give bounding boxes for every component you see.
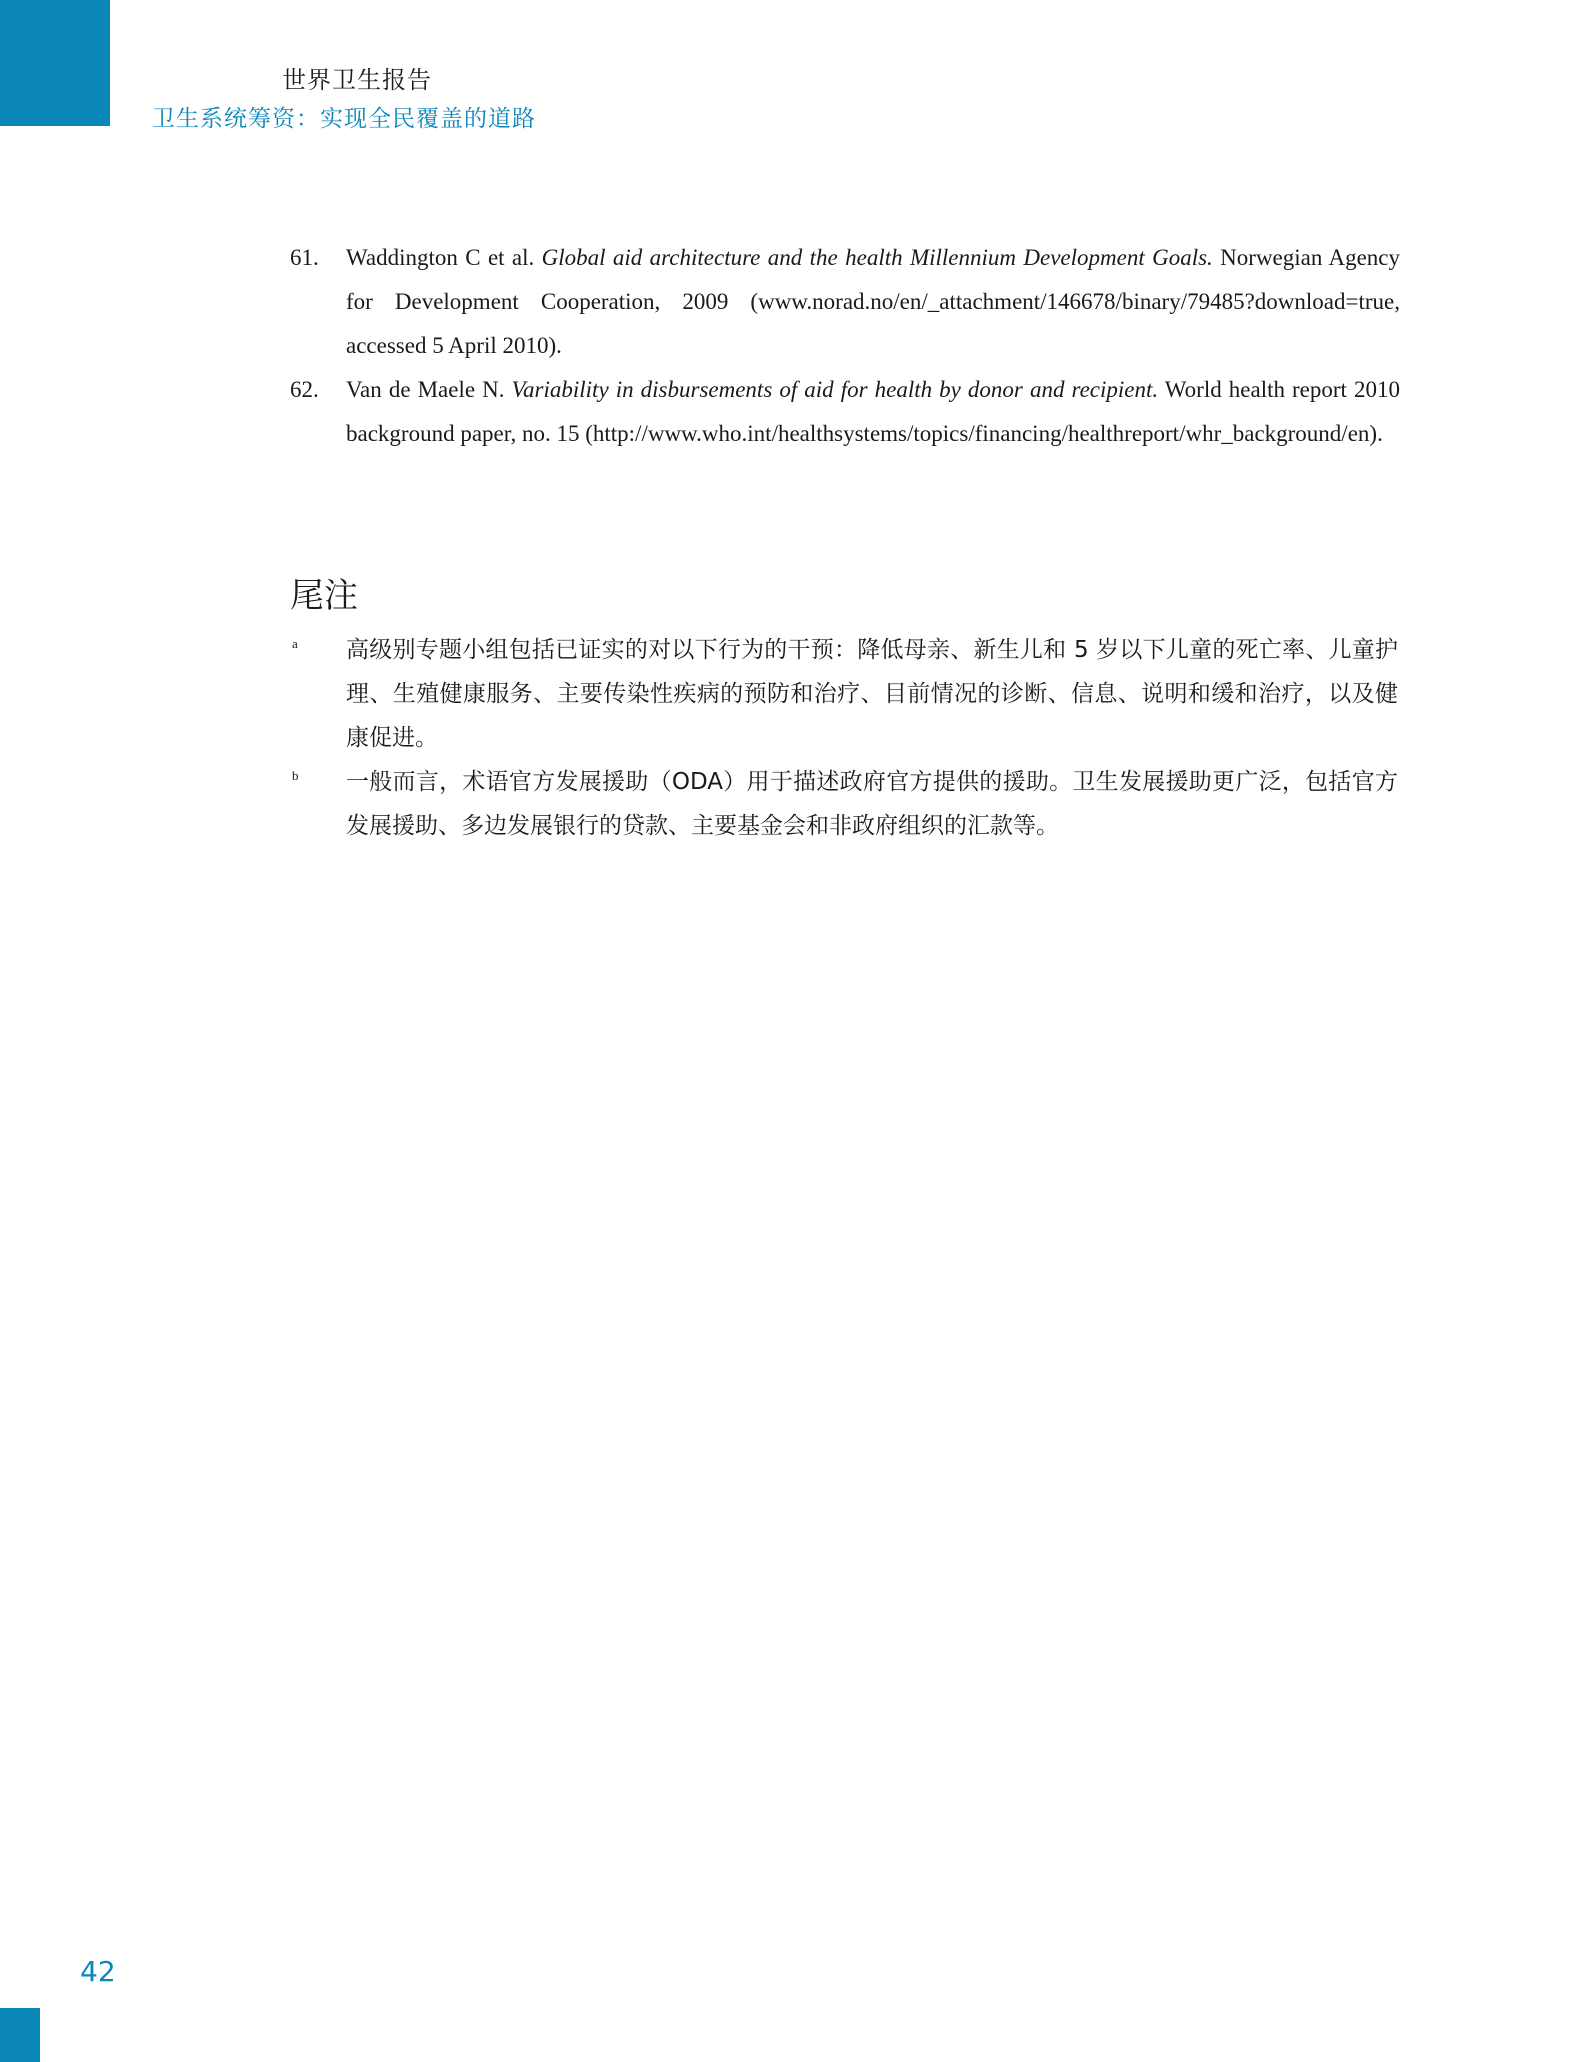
- report-title: 世界卫生报告: [282, 66, 432, 94]
- reference-item: [290, 368, 1400, 456]
- corner-accent-block: [0, 0, 110, 126]
- report-subtitle: 卫生系统筹资：实现全民覆盖的道路: [152, 106, 536, 132]
- endnote-text: 高级别专题小组包括已证实的对以下行为的干预：降低母亲、新生儿和 5 岁以下儿童的死亡率、儿童护理、生殖健康服务、主要传染性疾病的预防和治疗、目前情况的诊断、信息、说明和缓和治疗，以及健康促进。: [346, 637, 1398, 751]
- endnote-item: [290, 760, 1398, 848]
- page-number: 42: [80, 1955, 116, 1988]
- endnotes-list: [290, 628, 1398, 848]
- reference-details: World health report 2010 background paper, no. 15 (http://www.who.int/healthsystems/topics/financing/healthreport/whr_background/en).: [346, 377, 1401, 446]
- endnotes-heading: 尾注: [290, 576, 358, 616]
- reference-title: Variability in disbursements of aid for health by donor and recipient.: [511, 377, 1159, 402]
- reference-number: 62.: [290, 377, 319, 402]
- reference-details: Norwegian Agency for Development Cooperation, 2009 (www.norad.no/en/_attachment/146678/binary/79485?download=true, accessed 5 April 2010).: [346, 245, 1400, 358]
- reference-number: 61.: [290, 245, 319, 270]
- endnote-text: 一般而言，术语官方发展援助（ODA）用于描述政府官方提供的援助。卫生发展援助更广泛，包括官方发展援助、多边发展银行的贷款、主要基金会和非政府组织的汇款等。: [346, 769, 1398, 839]
- endnote-item: [290, 628, 1398, 760]
- reference-authors: Waddington C et al.: [346, 245, 542, 270]
- endnote-marker: b: [292, 768, 299, 783]
- reference-title: Global aid architecture and the health Millennium Development Goals.: [541, 245, 1213, 270]
- reference-authors: Van de Maele N.: [346, 377, 512, 402]
- bottom-accent-block: [0, 2008, 40, 2062]
- reference-item: [290, 236, 1400, 368]
- endnote-marker: a: [292, 636, 298, 651]
- reference-list: [290, 236, 1400, 456]
